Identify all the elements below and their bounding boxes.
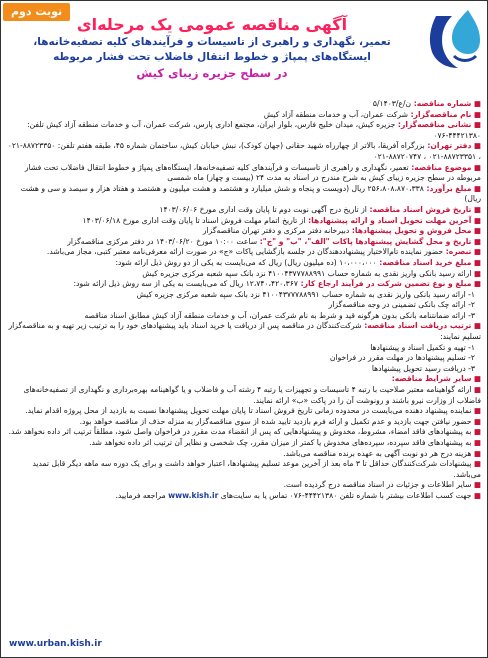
bullet-icon: ■	[471, 226, 481, 236]
notice-item: ■ آخرین مهلت تحویل اسناد و ارائه پیشنهادها: از تاریخ اتمام مهلت فروش اسناد تا پایان وقت اداری مورخ ۱۴۰۳/۰۶/۱۸	[82, 215, 481, 225]
notice-item: ■ دفتر تهران: بزرگراه آفریقا، بالاتر از چهارراه شهید حقانی (جهان کودک)، نبش خیابان کیش، ساختمان شماره ۴۵، طبقه هفتم تلفن: ۸۸۷۲۳۳۵۰-۰۲۱ ، ۸۸۷۲۳۳۵۱-۰۲۱ ، ۸۸۷۲۰۷۴۷-۰۲۱	[7, 141, 481, 161]
bullet-icon: ■	[471, 406, 481, 416]
conditions-heading: ■ سایر شرایط مناقصه:	[391, 374, 481, 384]
notice-item: ■ شماره مناقصه: ن/ع/۵/۱۴۰۳	[372, 99, 481, 108]
guarantee-option: ۳- ارائه ضمانتنامه بانکی بدون هرگونه قید و شرط به نام شرکت عمران، آب و خدمات منطقه آزاد کیش مطابق اسناد مناقصه	[84, 310, 475, 320]
bullet-icon: ■	[471, 183, 481, 193]
notice-item-text: ن/ع/۵/۱۴۰۳	[372, 99, 412, 108]
contact-prefix: جهت کسب اطلاعات بیشتر با شماره تلفن ۴۴۴۲۱۳۸۰-۰۷۶ تماس یا به سایت‌های	[220, 490, 472, 500]
notice-item-label: آخرین مهلت تحویل اسناد و ارائه پیشنهادها	[311, 215, 472, 225]
bullet-icon: ■	[471, 236, 481, 246]
guarantee-options	[7, 290, 481, 322]
notice-body	[7, 99, 481, 502]
bullet-icon: ■	[471, 448, 481, 458]
notice-item-text: ۱۰،۰۰۰،۰۰۰ (ده میلیون ریال) ریال که می‌بایست به یکی از دو روش ذیل ارائه شود:	[115, 257, 377, 267]
notice-item: ■ تاریخ و محل گشایش پیشنهادها پاکات "الف"، "ب" و "ج": ساعت ۱۰:۰۰ مورخ ۱۴۰۳/۰۶/۲۰ در دفتر مرکزی مناقصه‌گزار	[67, 236, 481, 246]
receipt-order: ■ ترتیب دریافت اسناد مناقصه: شرکت‌کنندگان در مناقصه پس از دریافت یا خرید اسناد باید پیشنهادهای خود را به ترتیب زیر تهیه و به مناقصه‌گزار تسلیم نمایند:	[8, 321, 481, 342]
notice-item: ■ محل فروش و تحویل پیشنهادها: دبیرخانه دفتر مرکزی و دفتر تهران مناقصه‌گزار	[202, 226, 481, 236]
notice-item-text: حضور نماینده تام‌الاختیار پیشنهاددهندگان در جلسه بازگشایی پاکات «ج» در صورت ارائه معرفی‌نامه معتبر کتبی، مجاز می‌باشد.	[46, 247, 444, 257]
conditions-label: سایر شرایط مناقصه	[394, 374, 472, 384]
notice-item-label: نشانی مناقصه‌گزار	[400, 120, 472, 130]
condition-text: پیشنهادات شرکت‌کنندگان حداقل تا ۳ ماه بعد از آخرین موعد تسلیم پیشنهادها، اعتبار خواهد داشت و برای یک دوره سه ماهه دیگر قابل تمدید می‌باشد.	[32, 459, 481, 479]
condition-item	[7, 406, 481, 417]
notice-item-text: از تاریخ درج آگهی نوبت دوم تا پایان وقت اداری مورخ ۱۴۰۳/۰۶/۰۶	[159, 204, 367, 214]
notice-item: ■ مبلغ خرید اسناد مناقصه: ۱۰،۰۰۰،۰۰۰ (ده میلیون ریال) ریال که می‌بایست به یکی از دو روش ذیل ارائه شود:	[115, 257, 481, 267]
bullet-icon: ■	[471, 162, 481, 172]
condition-text: نماینده پیشنهاد دهنده می‌بایست در محدوده زمانی تاریخ فروش اسناد تا پایان مهلت تحویل پیشنهادها نسبت به بازدید از محل پروژه اقدام نماید.	[25, 406, 472, 416]
bullet-icon: ■	[471, 99, 481, 108]
bullet-icon: ■	[471, 438, 481, 447]
notice-item-text: ساعت ۱۰:۰۰ مورخ ۱۴۰۳/۰۶/۲۰ در دفتر مرکزی مناقصه‌گزار	[67, 236, 258, 246]
condition-item	[7, 449, 481, 460]
notice-title: آگهی مناقصه عمومی یک مرحله‌ای	[76, 15, 348, 34]
bullet-icon: ■	[471, 279, 481, 289]
condition-text: به پیشنهادهای فاقد سپرده، سپرده‌های مخدوش یا کمتر از میزان مقرر، چک شخصی و نظایر آن ترتیب اثر داده نخواهد شد.	[89, 438, 472, 447]
notice-item-text: تعمیر، نگهداری و راهبری از تاسیسات و فرآیندهای کلیه تصفیه‌خانه‌ها، ایستگاه‌های پمپاژ و خطوط انتقال فاضلاب تحت فشار مربوطه در سطح جزیره زیبای کیش به شرح مندرج در اسناد به مدت ۲۴ (بیست و چهار) ماه شمسی	[24, 162, 481, 183]
bullet-icon: ■	[471, 247, 481, 257]
condition-text: هزینه درج هر دو نوبت آگهی به عهده برنده مناقصه می‌باشد.	[283, 448, 472, 458]
notice-item: ■ تبصره: حضور نماینده تام‌الاختیار پیشنهاددهندگان در جلسه بازگشایی پاکات «ج» در صورت ارائه معرفی‌نامه معتبر کتبی، مجاز می‌باشد.	[46, 247, 481, 257]
notice-item: ■ تاریخ فروش اسناد مناقصه: از تاریخ درج آگهی نوبت دوم تا پایان وقت اداری مورخ ۱۴۰۳/۰۶/۰۶	[159, 204, 481, 214]
notice-item-text: جزیره کیش، میدان خلیج فارس، بلوار ایران، مجتمع اداری پارس، شرکت عمران، آب و خدمات منطقه آزاد کیش تلفن: ۴۴۴۲۱۳۸۰-۰۷۶	[27, 120, 481, 140]
notice-subtitle-line2: ایستگاه‌های پمپاژ و خطوط انتقال فاضلاب تحت فشار مربوطه	[53, 51, 371, 63]
notice-subtitle-line1: تعمیر، نگهداری و راهبری از تاسیسات و فرآیندهای کلیه تصفیه‌خانه‌ها،	[33, 36, 391, 48]
guarantee-option: ۲- ارائه چک بانکی تضمینی در وجه مناقصه‌گزار	[328, 300, 475, 310]
receipt-step: ۲- تسلیم پیشنهادها در مهلت مقرر در فراخوان	[329, 353, 475, 363]
condition-item	[7, 427, 481, 438]
notice-location: در سطح جزیره زیبای کیش	[136, 66, 288, 80]
bullet-icon: ■	[471, 215, 481, 225]
notice-item: ■ نشانی مناقصه‌گزار: جزیره کیش، میدان خلیج فارس، بلوار ایران، مجتمع اداری پارس، شرکت عمران، آب و خدمات منطقه آزاد کیش تلفن: ۴۴۴۲۱۳۸۰-۰۷۶	[27, 120, 481, 140]
condition-text: سایر اطلاعات و جزئیات در اسناد مناقصه درج گردیده است.	[283, 480, 472, 490]
condition-item	[7, 417, 481, 428]
notice-item-label: دفتر تهران	[430, 141, 472, 151]
bullet-icon: ■	[471, 141, 481, 151]
notice-item: ■ مبلغ برآورد: ۲۵۶،۸۰۸،۸۷۰،۳۳۸ ریال (دویست و پنجاه و شش میلیارد و هشتصد و هشت میلیون و هشتصد و هفتاد هزار و سیصد و سی و هشت ریال)	[20, 183, 481, 204]
condition-item	[7, 459, 481, 480]
conditions-list	[7, 385, 481, 491]
notice-item-label: مبلغ برآورد	[429, 183, 472, 193]
notice-item-label: مبلغ و نوع تضمین شرکت در فرآیند ارجاع کار	[303, 279, 472, 289]
website-link[interactable]: www.kish.ir	[168, 490, 219, 500]
receipt-order-text: شرکت‌کنندگان در مناقصه پس از دریافت یا خرید اسناد باید پیشنهادهای خود را به ترتیب زیر تهیه و به مناقصه‌گزار تسلیم نمایند:	[8, 321, 481, 342]
notice-item-text: ۱۲،۷۴۰،۴۲۰،۳۶۷ ریال که می‌بایست به یکی از سه روش ذیل ارائه شود:	[73, 279, 298, 289]
condition-text: حضور نیافتن جهت بازدید و عدم تکمیل و ارائه فرم بازدید تایید شده از سوی مناقصه‌گزار به منزله حذف از مناقصه خواهد بود.	[79, 416, 472, 426]
notice-item-label: محل فروش و تحویل پیشنهادها	[354, 226, 472, 236]
bullet-icon: ■	[471, 120, 481, 130]
bullet-icon: ■	[471, 385, 481, 395]
notice-item: ■ موضوع مناقصه: تعمیر، نگهداری و راهبری از تاسیسات و فرآیندهای کلیه تصفیه‌خانه‌ها، ایستگاه‌های پمپاژ و خطوط انتقال فاضلاب تحت فشار مربوطه در سطح جزیره زیبای کیش به شرح مندرج در اسناد به مدت ۲۴ (بیست و چهار) ماه شمسی	[24, 162, 481, 183]
condition-item	[7, 480, 481, 491]
footer-website-link[interactable]: www.urban.kish.ir	[9, 639, 102, 649]
notice-item-label: نام مناقصه‌گزار	[413, 109, 472, 119]
bullet-icon: ■	[471, 459, 481, 469]
notice-item-label: تبصره	[448, 247, 472, 257]
notice-item-text: ۲۵۶،۸۰۸،۸۷۰،۳۳۸ ریال (دویست و پنجاه و شش میلیارد و هشتصد و هشت میلیون و هشتصد و هفتاد هزار و سیصد و سی و هشت ریال)	[20, 183, 481, 204]
bullet-icon: ■	[471, 427, 481, 437]
bullet-icon: ■	[471, 257, 481, 267]
notice-item-text: از تاریخ اتمام مهلت فروش اسناد تا پایان وقت اداری مورخ ۱۴۰۳/۰۶/۱۸	[82, 215, 306, 225]
notice-item: ■ نام مناقصه‌گزار: شرکت عمران، آب و خدمات منطقه آزاد کیش	[263, 109, 481, 119]
bullet-icon: ■	[471, 109, 481, 119]
round-badge: نوبت دوم	[3, 3, 70, 21]
receipt-step: ۱- تهیه و تکمیل اسناد و پیشنهادها	[370, 342, 475, 352]
notice-items	[7, 99, 481, 290]
notice-item-text: دبیرخانه دفتر مرکزی و دفتر تهران مناقصه‌گزار	[202, 226, 350, 236]
bullet-icon: ■	[471, 480, 481, 490]
condition-text: به پیشنهادهای فاقد امضاء، مشروط، مخدوش و پیشنهادهایی که پس از انقضاء مدت مقرر در فراخوان واصل شود، مطلقاً ترتیب اثر داده نخواهد شد.	[8, 427, 472, 437]
notice-item-text: ارائه رسید بانکی واریز نقدی به شماره حساب ۴۱۰۰۴۳۷۷۷۸۸۹۹۱ نزد بانک سپه شعبه مرکزی جزیره کیش	[142, 268, 472, 278]
notice-item-label: موضوع مناقصه	[414, 162, 472, 172]
notice-item-label: تاریخ فروش اسناد مناقصه	[372, 204, 472, 214]
bullet-icon: ■	[471, 204, 481, 214]
receipt-order-label: ترتیب دریافت اسناد مناقصه	[367, 321, 472, 331]
notice-item: ■ مبلغ و نوع تضمین شرکت در فرآیند ارجاع کار: ۱۲،۷۴۰،۴۲۰،۳۶۷ ریال که می‌بایست به یکی از سه روش ذیل ارائه شود:	[73, 279, 481, 289]
notice-item-text: شرکت عمران، آب و خدمات منطقه آزاد کیش	[263, 109, 408, 119]
bullet-icon: ■	[471, 268, 481, 278]
notice-item	[7, 269, 481, 280]
water-drop-logo-icon	[424, 6, 482, 72]
receipt-step: ۳- دریافت رسید تحویل پیشنهادها	[371, 363, 475, 373]
condition-text: ارائه گواهینامه معتبر صلاحیت با رتبه ۴ تاسیسات و تجهیزات یا رتبه ۴ رشته آب و فاضلاب و یا گواهینامه بهره‌برداری و نگهداری از تصفیه‌خانه‌های فاضلاب از وزارت نیرو باشند و رونوشت آن را در پاکت «ب» ارائه نمایند.	[23, 385, 481, 405]
notice-header	[7, 7, 417, 81]
notice-item-text: بزرگراه آفریقا، بالاتر از چهارراه شهید حقانی (جهان کودک)، نبش خیابان کیش، ساختمان شماره ۴۵، طبقه هفتم تلفن: ۸۸۷۲۳۳۵۰-۰۲۱ ، ۸۸۷۲۳۳۵۱-۰۲۱ ، ۸۸۷۲۰۷۴۷-۰۲۱	[7, 141, 481, 161]
bullet-icon: ■	[471, 416, 481, 426]
contact-suffix: مراجعه فرمایید.	[115, 490, 166, 500]
notice-item-label: شماره مناقصه	[416, 99, 472, 108]
contact-line: ■ جهت کسب اطلاعات بیشتر با شماره تلفن ۴۴۴۲۱۳۸۰-۰۷۶ تماس یا به سایت‌های www.kish.ir مراجعه فرمایید.	[115, 490, 481, 500]
guarantee-option: ۱- ارائه رسید بانکی واریز نقدی به شماره حساب ۴۱۰۰۴۳۷۷۷۸۸۹۹۱ نزد بانک سپه شعبه مرکزی جزیره کیش	[136, 289, 475, 299]
notice-item-label: مبلغ خرید اسناد مناقصه	[382, 257, 472, 267]
notice-item-label: تاریخ و محل گشایش پیشنهادها پاکات "الف"، "ب" و "ج"	[262, 236, 472, 246]
condition-item	[7, 438, 481, 449]
condition-item	[7, 385, 481, 406]
